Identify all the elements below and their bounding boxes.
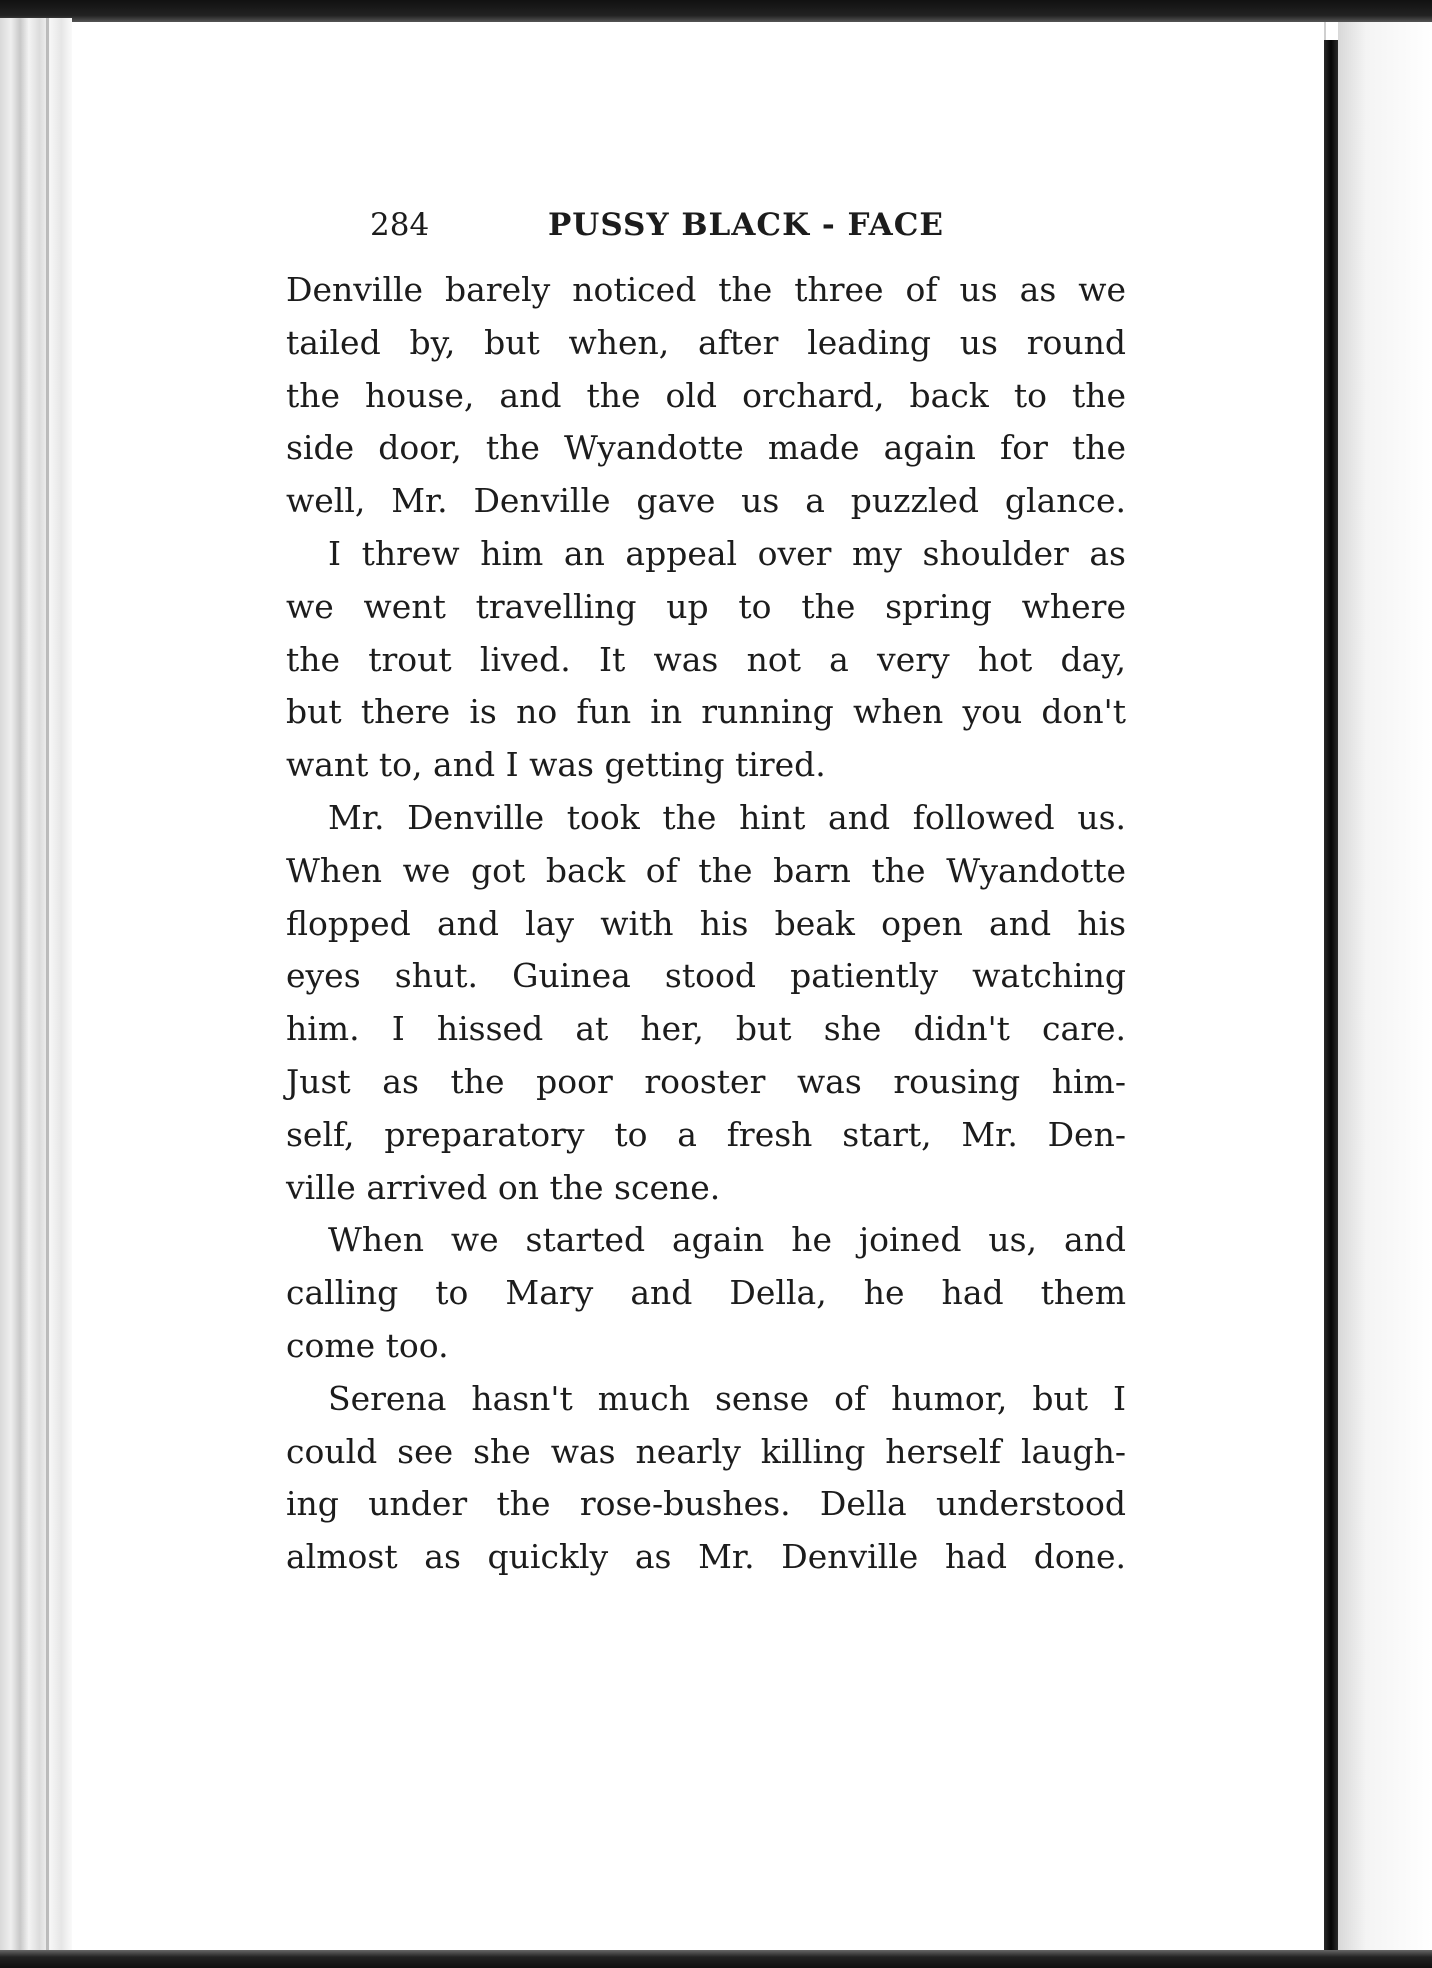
text-line: but there is no fun in running when you don't bbox=[286, 692, 1126, 732]
paragraph-1 bbox=[286, 264, 1126, 528]
text-line: flopped and lay with his beak open and his bbox=[286, 903, 1126, 943]
running-head bbox=[286, 200, 1126, 250]
text-line: almost as quickly as Mr. Denville had done. bbox=[286, 1537, 1126, 1577]
scan-bottom-edge bbox=[0, 1950, 1432, 1968]
scan-top-edge bbox=[0, 0, 1432, 22]
text-line: want to, and I was getting tired. bbox=[286, 745, 826, 785]
book-gutter bbox=[1324, 40, 1338, 1950]
page-number: 284 bbox=[370, 207, 430, 243]
text-line: we went travelling up to the spring where bbox=[286, 586, 1126, 626]
text-line: him. I hissed at her, but she didn't care. bbox=[286, 1009, 1126, 1049]
text-line: side door, the Wyandotte made again for the bbox=[286, 428, 1126, 468]
text-line: the house, and the old orchard, back to the bbox=[286, 375, 1126, 415]
text-line: I threw him an appeal over my shoulder as bbox=[328, 533, 1126, 573]
text-line: Just as the poor rooster was rousing him- bbox=[286, 1061, 1126, 1101]
text-line: ville arrived on the scene. bbox=[286, 1167, 721, 1207]
page-text-block bbox=[286, 200, 1126, 1584]
text-line: When we got back of the barn the Wyandotte bbox=[286, 850, 1126, 890]
text-line: tailed by, but when, after leading us round bbox=[286, 322, 1126, 362]
page-stack-edge bbox=[0, 18, 72, 1953]
text-line: well, Mr. Denville gave us a puzzled glance. bbox=[286, 481, 1126, 521]
text-line: Denville barely noticed the three of us as we bbox=[286, 270, 1126, 309]
paragraph-2 bbox=[286, 528, 1126, 792]
paragraph-4 bbox=[286, 1214, 1126, 1372]
text-line: ing under the rose-bushes. Della understood bbox=[286, 1484, 1126, 1524]
text-line: When we started again he joined us, and bbox=[328, 1220, 1126, 1260]
paragraph-3 bbox=[286, 792, 1126, 1214]
text-line: the trout lived. It was not a very hot day, bbox=[286, 639, 1126, 679]
text-line: calling to Mary and Della, he had them bbox=[286, 1273, 1126, 1313]
text-line: could see she was nearly killing herself laugh- bbox=[286, 1431, 1126, 1471]
facing-page-edge bbox=[1338, 22, 1432, 1950]
paragraph-5 bbox=[286, 1373, 1126, 1584]
text-line: self, preparatory to a fresh start, Mr. Den- bbox=[286, 1114, 1126, 1154]
text-line: Serena hasn't much sense of humor, but I bbox=[328, 1378, 1126, 1418]
text-line: eyes shut. Guinea stood patiently watching bbox=[286, 956, 1126, 996]
running-title: PUSSY BLACK - FACE bbox=[548, 207, 945, 243]
text-line: Mr. Denville took the hint and followed us. bbox=[328, 797, 1126, 837]
text-line: come too. bbox=[286, 1325, 449, 1365]
